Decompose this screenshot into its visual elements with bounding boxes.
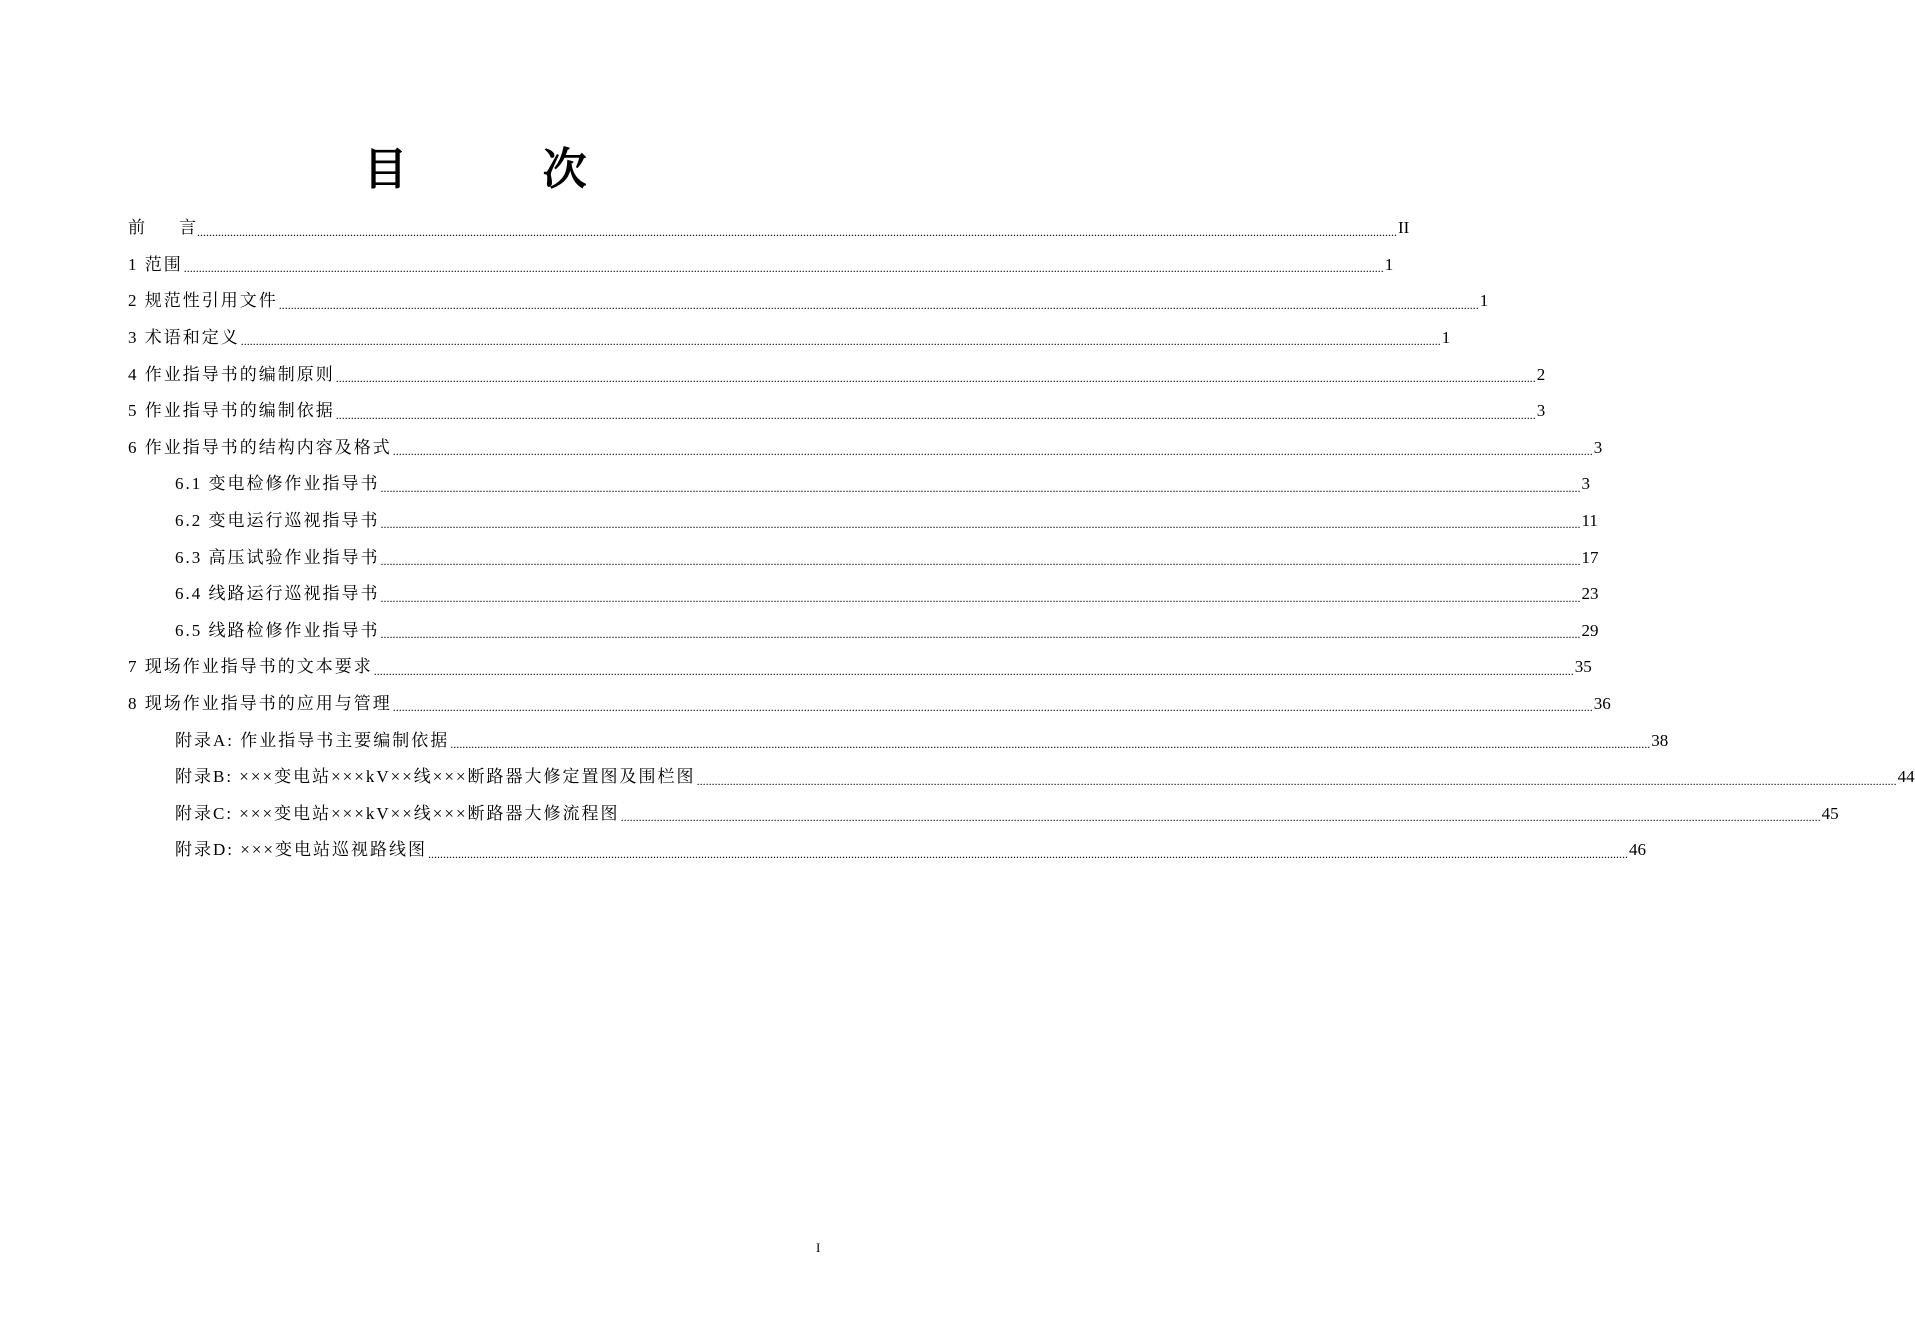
toc-entry-page: 38	[1651, 730, 1669, 750]
toc-entry-page: 1	[1441, 328, 1451, 348]
toc-entry-label: 3 术语和定义	[128, 328, 240, 348]
toc-entry-label: 6.1 变电检修作业指导书	[175, 474, 380, 494]
table-of-contents	[128, 210, 1915, 869]
toc-entry-label: 6.3 高压试验作业指导书	[175, 547, 380, 567]
toc-entry-6-4[interactable]	[128, 576, 1599, 613]
toc-entry-page: 45	[1821, 803, 1839, 823]
dot-leader: ................................................................................................................................................................................................................................................................................................................................................................................................................	[278, 297, 1479, 312]
dot-leader: ................................................................................................................................................................................................................................................................................................................................................................................................................	[183, 261, 1384, 276]
toc-entry-5[interactable]	[128, 393, 1546, 430]
dot-leader: ................................................................................................................................................................................................................................................................................................................................................................................................................	[380, 517, 1581, 532]
toc-entry-page: 23	[1581, 584, 1599, 604]
page-number: I	[816, 1240, 821, 1255]
toc-entry-label: 5 作业指导书的编制依据	[128, 401, 335, 421]
toc-entry-label: 6.4 线路运行巡视指导书	[175, 584, 380, 604]
toc-entry-appendix-d[interactable]	[128, 832, 1647, 869]
toc-entry-page: 35	[1574, 657, 1592, 677]
dot-leader: ................................................................................................................................................................................................................................................................................................................................................................................................................	[450, 736, 1651, 751]
dot-leader: ................................................................................................................................................................................................................................................................................................................................................................................................................	[428, 846, 1629, 861]
toc-entry-label: 前 言	[128, 218, 196, 238]
dot-leader: ................................................................................................................................................................................................................................................................................................................................................................................................................	[380, 627, 1581, 642]
toc-entry-label: 附录B: ×××变电站×××kV××线×××断路器大修定置图及围栏图	[175, 767, 696, 787]
toc-entry-6-2[interactable]	[128, 503, 1598, 540]
toc-entry-appendix-a[interactable]	[128, 722, 1669, 759]
toc-entry-label: 附录A: 作业指导书主要编制依据	[175, 730, 450, 750]
toc-entry-7[interactable]	[128, 649, 1592, 686]
toc-entry-page: 1	[1384, 254, 1394, 274]
toc-entry-label: 7 现场作业指导书的文本要求	[128, 657, 373, 677]
toc-entry-6-3[interactable]	[128, 539, 1599, 576]
toc-entry-page: 36	[1593, 694, 1611, 714]
dot-leader: ................................................................................................................................................................................................................................................................................................................................................................................................................	[392, 700, 1593, 715]
toc-entry-label: 附录D: ×××变电站巡视路线图	[175, 840, 428, 860]
toc-entry-label: 8 现场作业指导书的应用与管理	[128, 694, 392, 714]
dot-leader: ................................................................................................................................................................................................................................................................................................................................................................................................................	[335, 407, 1536, 422]
toc-entry-label: 1 范围	[128, 254, 183, 274]
dot-leader: ................................................................................................................................................................................................................................................................................................................................................................................................................	[380, 590, 1581, 605]
dot-leader: ................................................................................................................................................................................................................................................................................................................................................................................................................	[392, 444, 1593, 459]
dot-leader: ................................................................................................................................................................................................................................................................................................................................................................................................................	[373, 663, 1574, 678]
toc-entry-page: 3	[1536, 401, 1546, 421]
toc-entry-6-1[interactable]	[128, 466, 1590, 503]
toc-entry-appendix-b[interactable]	[128, 759, 1915, 796]
toc-entry-label: 2 规范性引用文件	[128, 291, 278, 311]
toc-entry-label: 4 作业指导书的编制原则	[128, 364, 335, 384]
toc-entry-4[interactable]	[128, 356, 1546, 393]
toc-entry-page: 11	[1581, 511, 1598, 531]
toc-entry-label: 附录C: ×××变电站×××kV××线×××断路器大修流程图	[175, 803, 620, 823]
toc-entry-label: 6.2 变电运行巡视指导书	[175, 511, 380, 531]
toc-entry-page: 29	[1581, 620, 1599, 640]
toc-entry-6-5[interactable]	[128, 613, 1599, 650]
dot-leader: ................................................................................................................................................................................................................................................................................................................................................................................................................	[620, 810, 1821, 825]
toc-entry-page: 3	[1593, 437, 1603, 457]
dot-leader: ................................................................................................................................................................................................................................................................................................................................................................................................................	[380, 553, 1581, 568]
dot-leader: ................................................................................................................................................................................................................................................................................................................................................................................................................	[335, 370, 1536, 385]
toc-entry-1[interactable]	[128, 247, 1394, 284]
toc-entry-page: 46	[1629, 840, 1647, 860]
toc-entry-page: 3	[1581, 474, 1590, 494]
toc-entry-preface[interactable]	[128, 210, 1410, 247]
toc-entry-2[interactable]	[128, 283, 1489, 320]
toc-entry-label: 6.5 线路检修作业指导书	[175, 620, 380, 640]
toc-entry-page: II	[1398, 218, 1410, 238]
dot-leader: ................................................................................................................................................................................................................................................................................................................................................................................................................	[240, 334, 1441, 349]
toc-entry-page: 44	[1897, 767, 1915, 787]
dot-leader: ................................................................................................................................................................................................................................................................................................................................................................................................................	[380, 480, 1581, 495]
toc-entry-8[interactable]	[128, 686, 1611, 723]
toc-entry-page: 1	[1479, 291, 1489, 311]
toc-entry-page: 17	[1581, 547, 1599, 567]
page-title: 目 次	[363, 144, 647, 195]
toc-entry-page: 2	[1536, 364, 1546, 384]
dot-leader: ................................................................................................................................................................................................................................................................................................................................................................................................................	[696, 773, 1897, 788]
dot-leader: ................................................................................................................................................................................................................................................................................................................................................................................................................	[197, 224, 1397, 239]
toc-entry-6[interactable]	[128, 430, 1603, 467]
toc-entry-appendix-c[interactable]	[128, 796, 1839, 833]
toc-entry-3[interactable]	[128, 320, 1451, 357]
toc-entry-label: 6 作业指导书的结构内容及格式	[128, 437, 392, 457]
